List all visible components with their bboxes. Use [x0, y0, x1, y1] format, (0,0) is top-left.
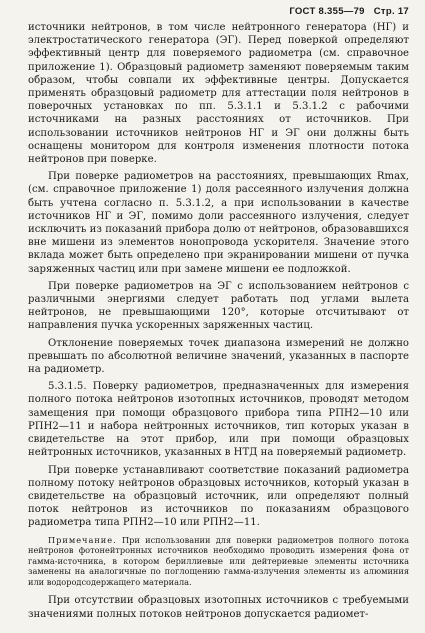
paragraph-6: При поверке устанавливают соответствие показаний радиометра полному потоку нейтронов образцовых источников, который указан в свидетельстве на образцовый источник, или определяют полный поток нейтронов из источников по показаниям образцового радиометра типа РПН2—10 или РПН2—11. [28, 464, 409, 529]
paragraph-3: При поверке радиометров на ЭГ с использованием нейтронов с различными энергиями следует работать под углами вылета нейтронов, не превышающими 120°, которые отсчитывают от направления пучка ускоренных заряженных частиц. [28, 280, 409, 332]
page-number: Стр. 17 [373, 6, 409, 17]
note-label: Примечание. [48, 534, 117, 545]
paragraph-1: источники нейтронов, в том числе нейтронного генератора (НГ) и электростатического генератора (ЭГ). Перед поверкой определяют эффективный центр для поверяемого радиометра (см. справочное приложение 1). Образцовый радиометр заменяют поверяемым таким образом, чтобы совпали их эффективные центры. Допускается применять образцовый радиометр для аттестации поля нейтронов в поверочных установках по пп. 5.3.1.1 и 5.3.1.2 с рабочими источниками на разных расстояниях от источников. При использовании источников нейтронов НГ и ЭГ они должны быть оснащены монитором для контроля изменения плотности потока нейтронов при поверке. [28, 22, 409, 166]
paragraph-2: При поверке радиометров на расстояниях, превышающих Rmax, (см. справочное приложение 1) доля рассеянного излучения должна быть учтена согласно п. 5.3.1.2, а при использовании в качестве источников НГ и ЭГ, помимо доли рассеянного излучения, следует исключить из показаний прибора долю от нейтронов, образовавшихся вне мишени из элементов нонопровода ускорителя. Значение этого вклада может быть определено при экранировании мишени от пучка заряженных частиц или при замене мишени ее подложкой. [28, 171, 409, 275]
note-text: При использовании для поверки радиометров полного потока нейтронов фотонейтронных источников необходимо проводить измерения фона от гамма-источника, в котором бериллиевые или дейтериевые элементы источника заменены на аналогичные по поглощению гамма-излучения элементы из алюминия или водородсодержащего материала. [28, 534, 409, 587]
paragraph-4: Отклонение поверяемых точек диапазона измерений не должно превышать по абсолютной величине значений, указанных в паспорте на радиометр. [28, 337, 409, 376]
paragraph-5: 5.3.1.5. Поверку радиометров, предназначенных для измерения полного потока нейтронов изотопных источников, проводят методом замещения при помощи образцового прибора типа РПН2—10 или РПН2—11 и набора нейтронных источников, тип которых указан в свидетельстве на этот прибор, или при помощи образцовых нейтронных источников, указанных в НТД на поверяемый радиометр. [28, 381, 409, 459]
paragraph-final: При отсутствии образцовых изотопных источников с требуемыми значениями полных потоков нейтронов допускается радиомет- [28, 595, 409, 620]
standard-number: ГОСТ 8.355—79 [289, 6, 365, 17]
page-header [28, 6, 409, 17]
footnote-note [28, 535, 409, 588]
